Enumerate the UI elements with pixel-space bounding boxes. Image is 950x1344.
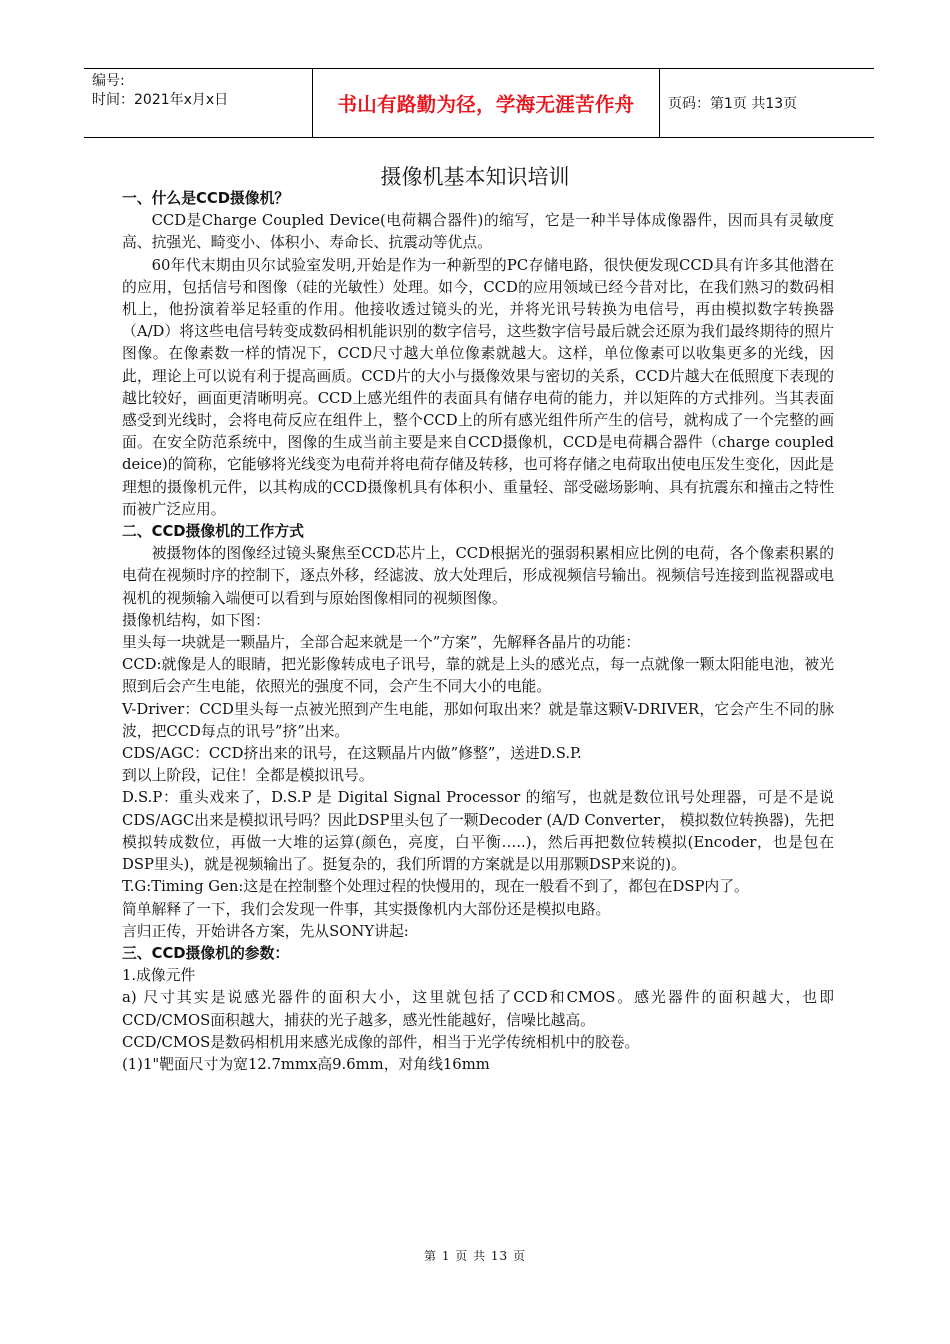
document-date-label: 时间：2021年x月x日 (92, 92, 229, 108)
paragraph: V-Driver：CCD里头每一点被光照到产生电能，那如何取出来？就是靠这颗V-DRIVER，它会产生不同的脉波，把CCD每点的讯号”挤”出来。 (122, 700, 834, 740)
section-heading: 一、什么是CCD摄像机？ (122, 190, 290, 207)
section-heading: 二、CCD摄像机的工作方式 (122, 523, 304, 541)
paragraph: 被摄物体的图像经过镜头聚焦至CCD芯片上，CCD根据光的强弱积累相应比例的电荷，各个像素积累的电荷在视频时序的控制下，逐点外移，经滤波、放大处理后，形成视频信号输出。视频信号连接到监视器或电视机的视频输入端便可以看到与原始图像相同的视频图像。 (122, 545, 834, 607)
document-title: 摄像机基本知识培训 (380, 165, 570, 189)
header-info (84, 69, 312, 137)
paragraph: 摄像机结构，如下图： (122, 611, 270, 629)
paragraph: 到以上阶段，记住！全都是模拟讯号。 (122, 767, 374, 785)
document-number-label: 编号: (92, 73, 125, 89)
paragraph: CDS/AGC：CCD挤出来的讯号，在这颗晶片内做”修整”，送进D.S.P. (122, 745, 582, 763)
header-page-number: 页码：第1页 共13页 (668, 96, 798, 112)
paragraph: a) 尺寸其实是说感光器件的面积大小，这里就包括了CCD和CMOS。感光器件的面积越大，也即CCD/CMOS面积越大，捕获的光子越多，感光性能越好，信噪比越高。 (122, 989, 834, 1029)
paragraph: D.S.P：重头戏来了，D.S.P 是 Digital Signal Processor 的缩写，也就是数位讯号处理器，可是不是说CDS/AGC出来是模拟讯号吗？因此DSP里头包了一颗Decoder (A/D Converter， 模拟数位转换器)，先把模拟转成数位，再做一大堆的运算(颜色，亮度，白平衡…..)，然后再把数位转模拟(Encoder，也是包在DSP里头)，就是视频输出了。挺复杂的，我们所谓的方案就是以用那颗DSP来说的)。 (122, 789, 834, 874)
paragraph: 言归正传，开始讲各方案，先从SONY讲起: (122, 922, 409, 940)
paragraph: 简单解释了一下，我们会发现一件事，其实摄像机内大部份还是模拟电路。 (122, 900, 611, 918)
paragraph: CCD是Charge Coupled Device(电荷耦合器件)的缩写，它是一种半导体成像器件，因而具有灵敏度高、抗强光、畸变小、体积小、寿命长、抗震动等优点。 (122, 212, 834, 252)
page-header (84, 68, 874, 138)
document-body (122, 188, 834, 1076)
paragraph: (1)1"靶面尺寸为宽12.7mmx高9.6mm，对角线16mm (122, 1055, 490, 1073)
paragraph: CCD/CMOS是数码相机用来感光成像的部件，相当于光学传统相机中的胶卷。 (122, 1033, 640, 1051)
section-heading: 三、CCD摄像机的参数： (122, 944, 290, 962)
paragraph: T.G:Timing Gen:这是在控制整个处理过程的快慢用的，现在一般看不到了，都包在DSP内了。 (122, 878, 749, 896)
page-footer: 第 1 页 共 13 页 (424, 1249, 526, 1263)
paragraph: 60年代末期由贝尔试验室发明,开始是作为一种新型的PC存储电路，很快便发现CCD具有许多其他潜在的应用，包括信号和图像（硅的光敏性）处理。如今，CCD的应用领域已经今昔对比，在我们熟习的数码相机上，他扮演着举足轻重的作用。他接收透过镜头的光，并将光讯号转换为电信号，再由模拟数字转换器（A/D）将这些电信号转变成数码相机能识别的数字信号，这些数字信号最后就会还原为我们最终期待的照片图像。在像素数一样的情况下，CCD尺寸越大单位像素就越大。这样，单位像素可以收集更多的光线，因此，理论上可以说有利于提高画质。CCD片的大小与摄像效果与密切的关系，CCD片越大在低照度下表现的越比较好，画面更清晰明亮。CCD上感光组件的表面具有储存电荷的能力，并以矩阵的方式排列。当其表面感受到光线时，会将电荷反应在组件上，整个CCD上的所有感光组件所产生的信号，就构成了一个完整的画面。在安全防范系统中，图像的生成当前主要是来自CCD摄像机，CCD是电荷耦合器件（charge coupled deice)的简称，它能够将光线变为电荷并将电荷存储及转移，也可将存储之电荷取出使电压发生变化，因此是理想的摄像机元件，以其构成的CCD摄像机具有体积小、重量轻、部受磁场影响、具有抗震东和撞击之特性而被广泛应用。 (122, 256, 834, 518)
paragraph: 1.成像元件 (122, 967, 196, 985)
paragraph: 里头每一块就是一颗晶片，全部合起来就是一个”方案”，先解释各晶片的功能： (122, 634, 641, 652)
header-motto: 书山有路勤为径，学海无涯苦作舟 (312, 69, 660, 137)
paragraph: CCD:就像是人的眼睛，把光影像转成电子讯号，靠的就是上头的感光点，每一点就像一颗太阳能电池，被光照到后会产生电能，依照光的强度不同，会产生不同大小的电能。 (122, 656, 834, 696)
